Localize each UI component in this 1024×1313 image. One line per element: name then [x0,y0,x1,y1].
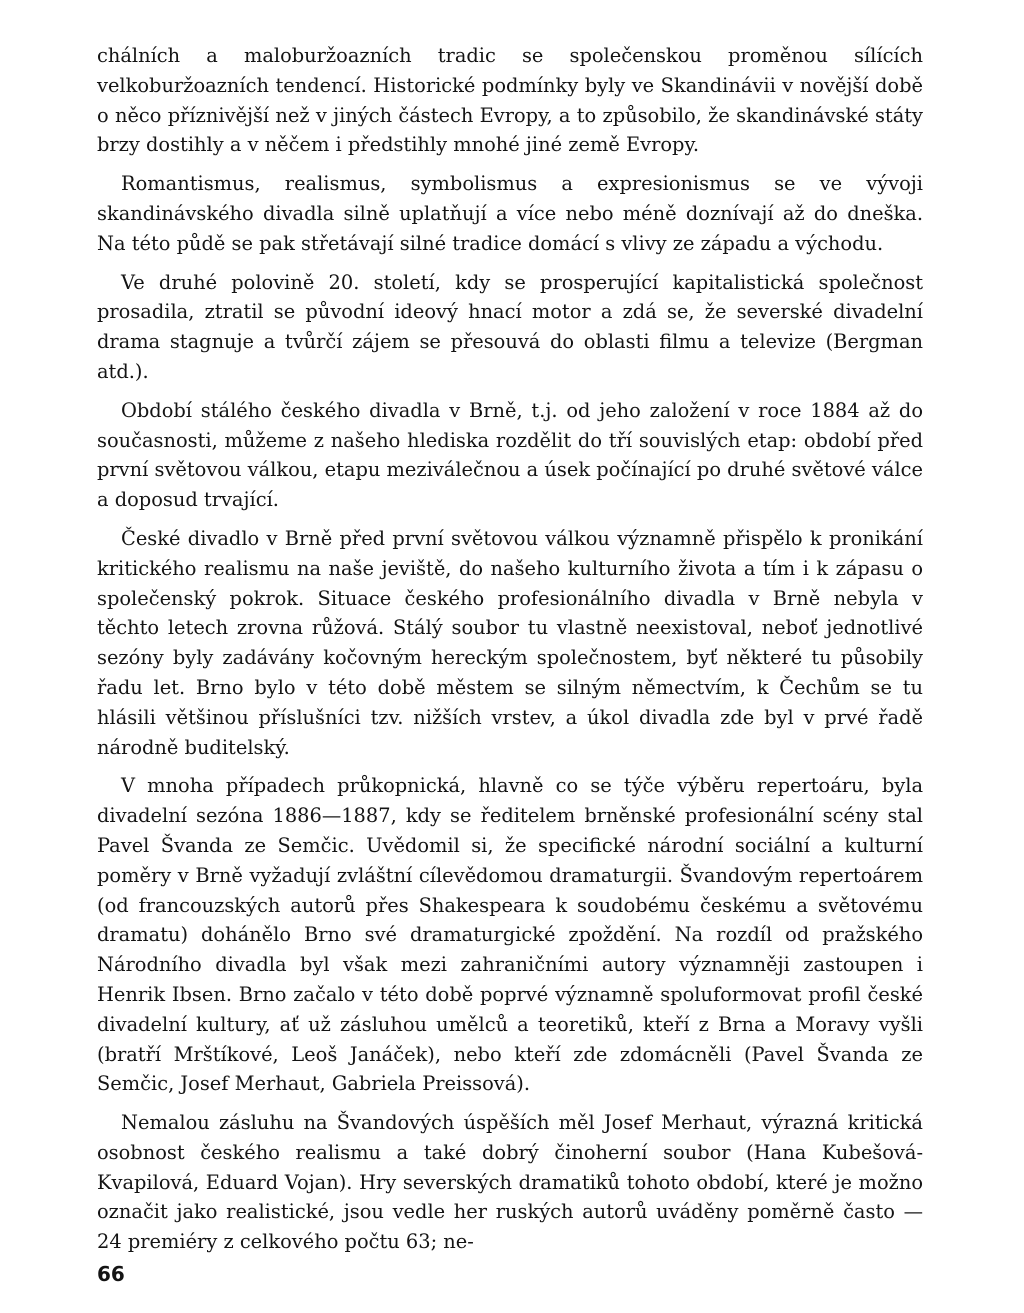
paragraph: Romantismus, realismus, symbolismus a expresionismus se ve vývoji skandinávského divadla silně uplatňují a více nebo méně doznívají až do dneška. Na této půdě se pak střetávají silné tradice domácí s vlivy ze západu a východu. [97,172,923,255]
paragraph: V mnoha případech průkopnická, hlavně co se týče výběru repertoáru, byla divadelní sezóna 1886—1887, kdy se ředitelem brněnské profesionální scény stal Pavel Švanda ze Semčic. Uvědomil si, že specifické národní sociální a kulturní poměry v Brně vyžadují zvláštní cílevědomou dramaturgii. Švandovým repertoárem (od francouzských autorů přes Shakespeara k soudobému českému a světovému dramatu) dohánělo Brno své dramaturgické zpoždění. Na rozdíl od pražského Národního divadla byl však mezi zahraničními autory významněji zastoupen i Henrik Ibsen. Brno začalo v této době poprvé významně spoluformovat profil české divadelní kultury, ať už zásluhou umělců a teoretiků, kteří z Brna a Moravy vyšli (bratří Mrštíkové, Leoš Janáček), nebo kteří zde zdomácněli (Pavel Švanda ze Semčic, Josef Merhaut, Gabriela Preissová). [97,774,923,1096]
paragraph: Ve druhé polovině 20. století, kdy se prosperující kapitalistická společnost prosadila, ztratil se původní ideový hnací motor a zdá se, že severské divadelní drama stagnuje a tvůrčí zájem se přesouvá do oblasti filmu a televize (Bergman atd.). [97,270,923,383]
paragraph: chálních a maloburžoazních tradic se společenskou proměnou sílících velkoburžoazních tendencí. Historické podmínky byly ve Skandinávii v novější době o něco příznivější než v jiných částech Evropy, a to způsobilo, že skandinávské státy brzy dostihly a v něčem i předstihly mnohé jiné země Evropy. [97,44,923,157]
body-text [97,41,923,1266]
page-number: 66 [97,1262,125,1286]
paragraph: Nemalou zásluhu na Švandových úspěších měl Josef Merhaut, výrazná kritická osobnost českého realismu a také dobrý činoherní soubor (Hana Kubešová-Kvapilová, Eduard Vojan). Hry severských dramatiků tohoto období, které je možno označit jako realistické, jsou vedle her ruských autorů uváděny poměrně často — 24 premiéry z celkového počtu 63; ne- [97,1111,923,1254]
paragraph: České divadlo v Brně před první světovou válkou významně přispělo k pronikání kritického realismu na naše jeviště, do našeho kulturního života a tím i k zápasu o společenský pokrok. Situace českého profesionálního divadla v Brně nebyla v těchto letech zrovna růžová. Stálý soubor tu vlastně neexistoval, neboť jednotlivé sezóny byly zadávány kočovným hereckým společnostem, byť některé tu působily řadu let. Brno bylo v této době městem se silným němectvím, k Čechům se tu hlásili většinou příslušníci tzv. nižších vrstev, a úkol divadla zde byl v prvé řadě národně buditelský. [97,526,923,759]
paragraph: Období stálého českého divadla v Brně, t.j. od jeho založení v roce 1884 až do současnosti, můžeme z našeho hlediska rozdělit do tří souvislých etap: období před první světovou válkou, etapu meziválečnou a úsek počínající po druhé světové válce a doposud trvající. [97,398,923,512]
